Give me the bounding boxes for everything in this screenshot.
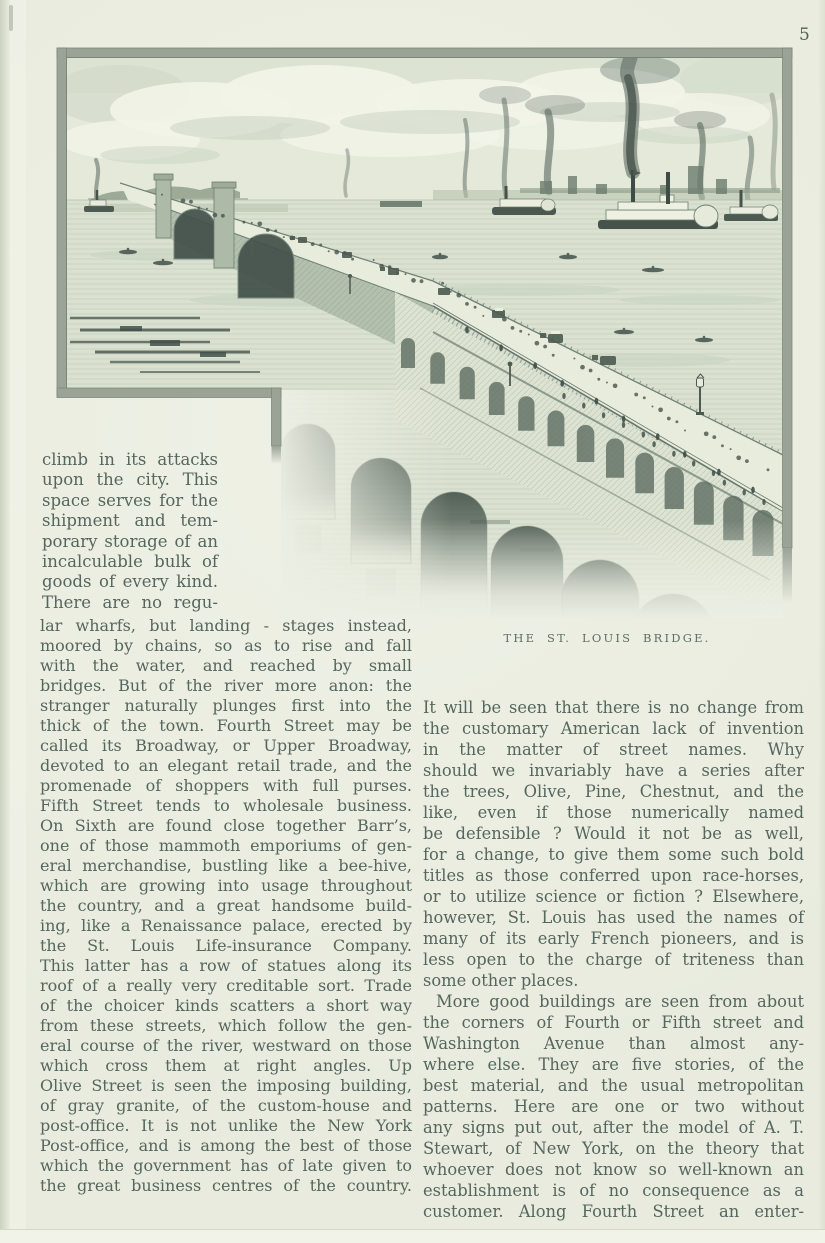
text-line: ing, like a Renaissance palace, erected by	[40, 916, 412, 935]
text-line: or to utilize science or fiction ? Elsewhere,	[423, 887, 804, 906]
text-line: porary storage of an	[42, 531, 218, 551]
page-number: 5	[799, 25, 810, 45]
text-line: climb in its attacks	[42, 450, 218, 469]
text-line: any signs put out, after the model of A. T.	[423, 1118, 804, 1137]
text-line: with the water, and reached by small	[40, 656, 412, 675]
text-line: titles as those conferred upon race-horses,	[423, 866, 804, 885]
text-paragraph	[423, 991, 804, 1222]
left-column-text	[40, 616, 412, 1196]
text-line: one of those mammoth emporiums of gen-	[40, 836, 412, 855]
text-line: Post-office, and is among the best of those	[40, 1136, 412, 1155]
page-edge-bottom	[0, 1229, 825, 1243]
text-line: should we invariably have a series after	[423, 761, 804, 780]
text-line: the country, and a great handsome build-	[40, 896, 412, 915]
text-line: goods of every kind.	[42, 572, 218, 592]
text-line: Washington Avenue than almost any-	[423, 1034, 804, 1053]
text-line: the corners of Fourth or Fifth street and	[423, 1013, 804, 1032]
text-line: for a change, to give them some such bold	[423, 845, 804, 864]
text-line: There are no regu-	[42, 592, 218, 612]
left-column-narrow-text	[42, 450, 218, 613]
text-line: shipment and tem-	[42, 511, 218, 531]
text-line: less open to the charge of triteness than	[423, 950, 804, 969]
text-line: bridges. But of the river more anon: the	[40, 676, 412, 695]
text-line: which the government has of late given to	[40, 1156, 412, 1175]
text-line: More good buildings are seen from about	[436, 992, 804, 1011]
text-line: Olive Street is seen the imposing building,	[40, 1076, 412, 1095]
text-line: be defensible ? Would it not be as well,	[423, 824, 804, 843]
text-line: called its Broadway, or Upper Broadway,	[40, 736, 412, 755]
text-line: establishment is of no consequence as a	[423, 1181, 804, 1200]
text-line: customer. Along Fourth Street an enter-	[423, 1202, 804, 1221]
text-line: moored by chains, so as to rise and fall	[40, 636, 412, 655]
text-line: which are growing into usage throughout	[40, 876, 412, 895]
text-paragraph	[423, 697, 804, 991]
text-line: however, St. Louis has used the names of	[423, 908, 804, 927]
text-line: eral course of the river, westward on those	[40, 1036, 412, 1055]
text-line: eral merchandise, bustling like a bee-hive,	[40, 856, 412, 875]
text-line: lar wharfs, but landing - stages instead,	[40, 616, 412, 635]
text-line: the St. Louis Life-insurance Company.	[40, 936, 412, 955]
text-line: of gray granite, of the custom-house and	[40, 1096, 412, 1115]
text-line: which cross them at right angles. Up	[40, 1056, 412, 1075]
text-line: incalculable bulk of	[42, 552, 218, 572]
text-line: thick of the town. Fourth Street may be	[40, 716, 412, 735]
text-line: patterns. Here are one or two without	[423, 1097, 804, 1116]
right-column-text	[423, 697, 804, 1222]
text-line: This latter has a row of statues along its	[40, 956, 412, 975]
text-line: of the choicer kinds scatters a short way	[40, 996, 412, 1015]
text-line: Stewart, of New York, on the theory that	[423, 1139, 804, 1158]
text-line: some other places.	[423, 971, 579, 990]
text-line: promenade of shoppers with full purses.	[40, 776, 412, 795]
text-line: space serves for the	[42, 490, 218, 510]
text-line: whoever does not know so well-known an	[423, 1160, 804, 1179]
text-line: the trees, Olive, Pine, Chestnut, and the	[423, 782, 804, 801]
text-line: stranger naturally plunges first into the	[40, 696, 412, 715]
text-line: upon the city. This	[42, 470, 218, 490]
text-line: the customary American lack of invention	[423, 719, 804, 738]
text-line: where else. They are five stories, of the	[423, 1055, 804, 1074]
text-line: the great business centres of the country.	[40, 1176, 412, 1195]
figure-caption: THE ST. LOUIS BRIDGE.	[503, 631, 711, 645]
text-line: It will be seen that there is no change from	[423, 698, 804, 717]
text-line: best material, and the usual metropolitan	[423, 1076, 804, 1095]
text-line: many of its early French pioneers, and is	[423, 929, 804, 948]
text-line: devoted to an elegant retail trade, and the	[40, 756, 412, 775]
text-line: On Sixth are found close together Barr’s,	[40, 816, 412, 835]
text-line: roof of a really very creditable sort. Trade	[40, 976, 412, 995]
text-line: Fifth Street tends to wholesale business.	[40, 796, 412, 815]
text-line: from these streets, which follow the gen-	[40, 1016, 412, 1035]
text-line: post-office. It is not unlike the New York	[40, 1116, 412, 1135]
text-line: in the matter of street names. Why	[423, 740, 804, 759]
text-line: like, even if those numerically named	[423, 803, 804, 822]
